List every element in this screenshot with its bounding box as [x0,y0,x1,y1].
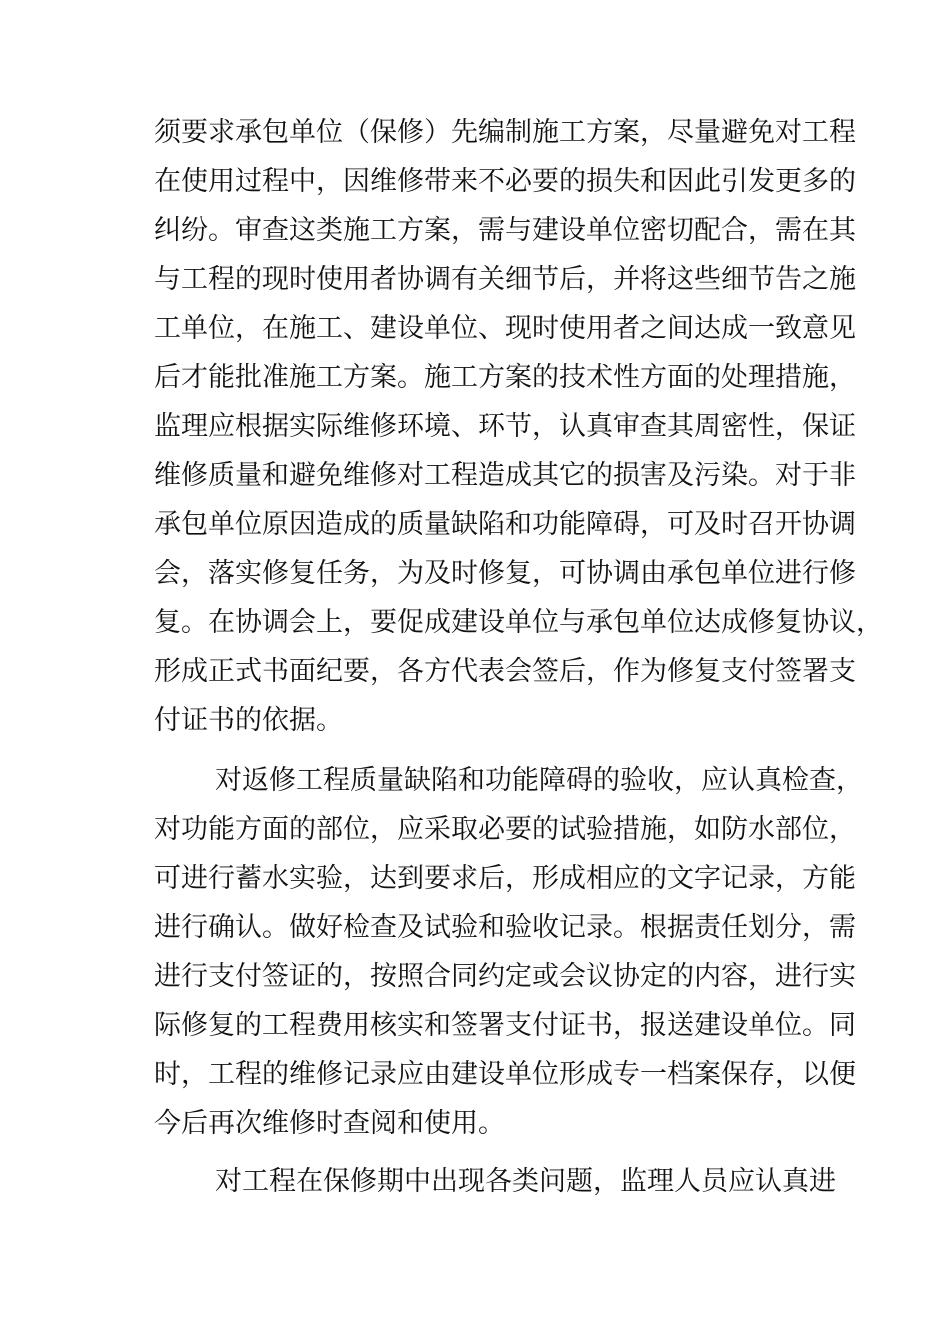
paragraph-1-line-9: 承包单位原因造成的质量缺陷和功能障碍，可及时召开协调 [154,509,856,540]
paragraph-1-line-2: 在使用过程中，因维修带来不必要的损失和因此引发更多的 [154,166,856,197]
paragraph-1-line-13: 付证书的依据。 [154,705,343,736]
paragraph-1-line-8: 维修质量和避免维修对工程造成其它的损害及污染。对于非 [154,460,856,491]
paragraph-1-line-5: 工单位，在施工、建设单位、现时使用者之间达成一致意见 [154,313,856,344]
paragraph-2-line-7: 时，工程的维修记录应由建设单位形成专一档案保存，以便 [154,1059,856,1090]
paragraph-1-line-7: 监理应根据实际维修环境、环节，认真审查其周密性，保证 [154,411,856,442]
paragraph-2-line-4: 进行确认。做好检查及试验和验收记录。根据责任划分，需 [154,912,856,943]
paragraph-1-line-12: 形成正式书面纪要，各方代表会签后，作为修复支付签署支 [154,656,856,687]
paragraph-2-line-3: 可进行蓄水实验，达到要求后，形成相应的文字记录，方能 [154,863,856,894]
paragraph-1-line-4: 与工程的现时使用者协调有关细节后，并将这些细节告之施 [154,264,856,295]
paragraph-1-line-6: 后才能批准施工方案。施工方案的技术性方面的处理措施， [154,362,856,393]
paragraph-1-line-1: 须要求承包单位（保修）先编制施工方案，尽量避免对工程 [154,117,856,148]
paragraph-2-line-5: 进行支付签证的，按照合同约定或会议协定的内容，进行实 [154,961,856,992]
paragraph-2-line-8: 今后再次维修时查阅和使用。 [154,1108,505,1139]
paragraph-1-line-11: 复。在协调会上，要促成建设单位与承包单位达成修复协议， [154,607,883,638]
paragraph-2-line-6: 际修复的工程费用核实和签署支付证书，报送建设单位。同 [154,1010,856,1041]
paragraph-3-line-1: 对工程在保修期中出现各类问题，监理人员应认真进 [215,1166,836,1197]
paragraph-2-line-2: 对功能方面的部位，应采取必要的试验措施，如防水部位， [154,814,856,845]
paragraph-1-line-3: 纠纷。审查这类施工方案，需与建设单位密切配合，需在其 [154,215,856,246]
paragraph-1-line-10: 会，落实修复任务，为及时修复，可协调由承包单位进行修 [154,558,856,589]
paragraph-2-line-1: 对返修工程质量缺陷和功能障碍的验收，应认真检查， [215,765,863,796]
